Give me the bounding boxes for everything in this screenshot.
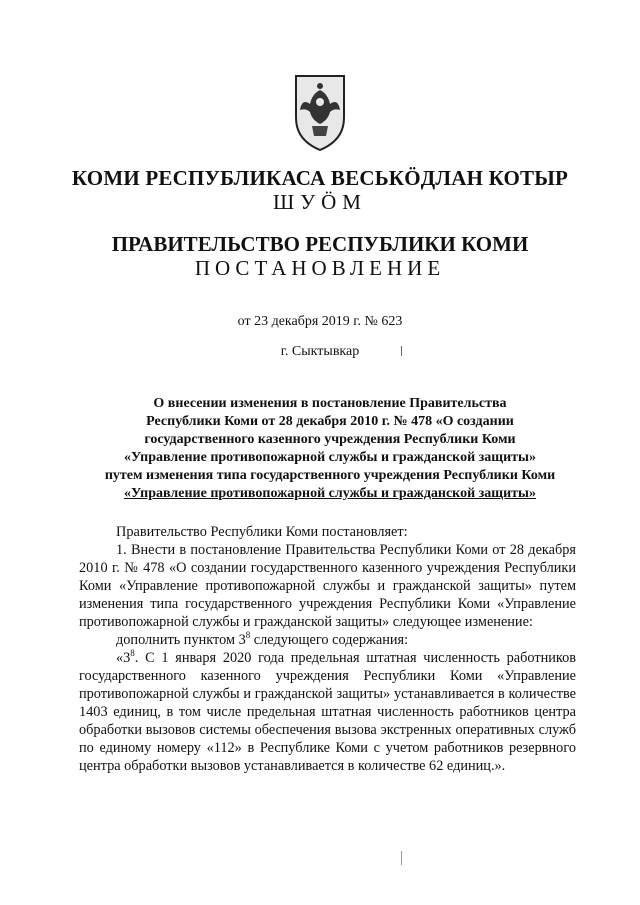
document-body — [79, 523, 576, 775]
title-line: О внесении изменения в постановление Правительства — [153, 396, 507, 411]
paragraph: Правительство Республики Коми постановляет: — [116, 524, 408, 540]
government-name: ПРАВИТЕЛЬСТВО РЕСПУБЛИКИ КОМИ — [111, 232, 529, 256]
title-line: государственного казенного учреждения Республики Коми — [144, 432, 516, 447]
paragraph: «$3^8$. С 1 января 2020 года предельная штатная численность работников государственного казенного учреждения Республики Коми «Управление противопожарной службы и гражданской защиты» устанавливается в количестве 1403 единиц, в том числе предельная штатная численность работников центра обработки вызовов системы обеспечения вызова экстренных оперативных служб по единому номеру «112» в Республике Коми с учетом работников резервного центра обработки вызовов устанавливается в количестве 62 единиц.». — [79, 648, 576, 774]
city: г. Сыктывкар — [280, 344, 360, 359]
title-line: Республики Коми от 28 декабря 2010 г. № 478 «О создании — [146, 414, 514, 429]
komi-doc-type: ШУӦМ — [273, 190, 367, 214]
scan-mark — [401, 346, 402, 356]
document-title — [60, 395, 600, 503]
title-line: «Управление противопожарной службы и гражданской защиты» — [124, 486, 536, 501]
title-line: «Управление противопожарной службы и гражданской защиты» — [124, 450, 536, 465]
title-line: путем изменения типа государственного учреждения Республики Коми — [104, 468, 556, 483]
document-type: ПОСТАНОВЛЕНИЕ — [194, 256, 446, 280]
scan-mark — [401, 851, 402, 865]
date-number: от 23 декабря 2019 г. № 623 — [237, 314, 403, 329]
paragraph: 1. Внести в постановление Правительства Республики Коми от 28 декабря 2010 г. № 478 «О создании государственного казенного учреждения Республики Коми «Управление противопожарной службы и гражданской защиты» путем изменения типа государственного учреждения Республики Коми «Управление противопожарной службы и гражданской защиты» следующее изменение: — [79, 542, 576, 630]
paragraph: дополнить пунктом $3^8$ следующего содержания: — [116, 630, 409, 648]
coat-of-arms-emblem — [290, 72, 350, 152]
komi-org-name: КОМИ РЕСПУБЛИКАСА ВЕСЬКӦДЛАН КОТЫР — [71, 166, 569, 190]
